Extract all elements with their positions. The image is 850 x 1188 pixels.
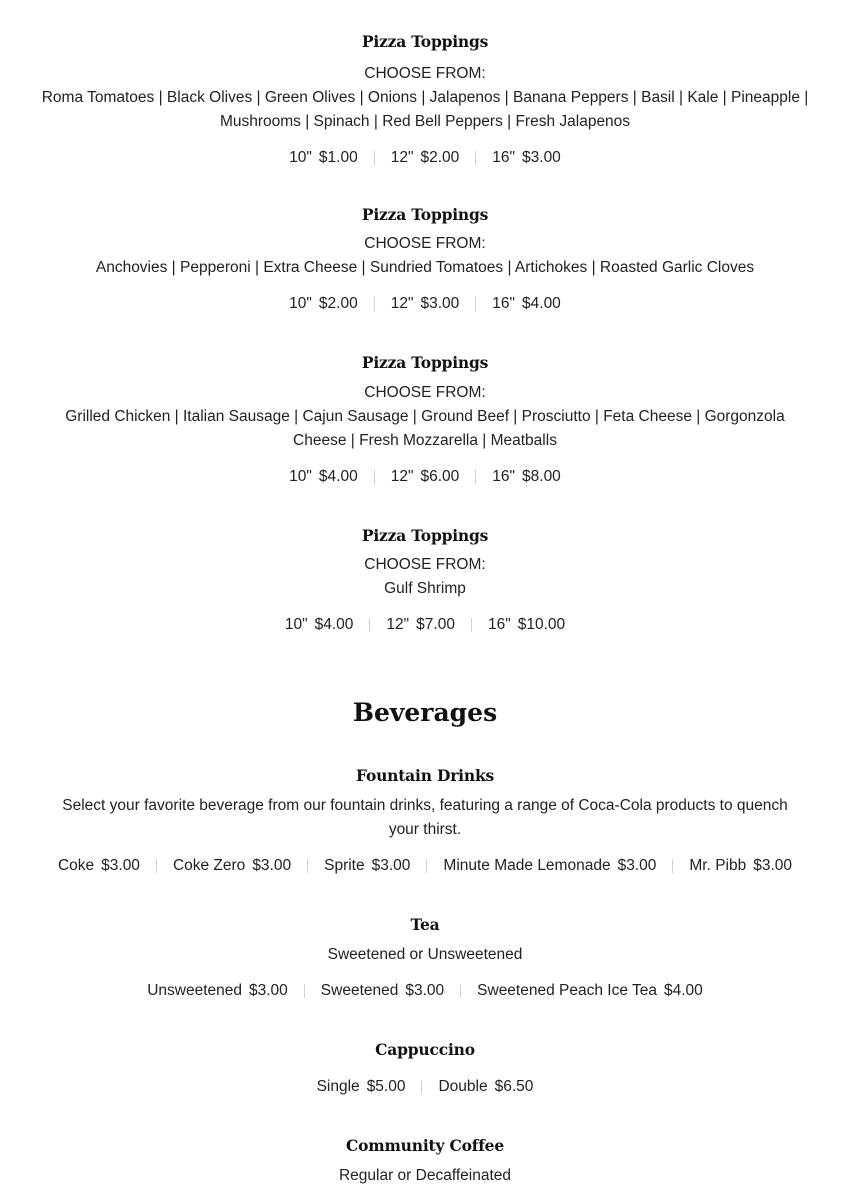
price-option: [308, 854, 426, 878]
size-label: Single: [316, 1078, 360, 1095]
price-value: $3.00: [405, 982, 445, 999]
item-description-line: Regular or Decaffeinated: [338, 1167, 512, 1184]
size-label: Mr. Pibb: [689, 857, 747, 874]
price-option: [301, 1075, 422, 1099]
menu-item-pizza-toppings-1: [0, 32, 850, 170]
item-title: Fountain Drinks: [355, 766, 495, 785]
price-row: [0, 292, 850, 316]
size-label: 16": [487, 616, 511, 633]
price-value: $6.00: [420, 468, 460, 485]
price-value: $8.00: [522, 468, 561, 485]
choose-from-label: CHOOSE FROM:: [364, 556, 486, 573]
price-value: $5.00: [366, 1078, 406, 1095]
price-option: [42, 854, 156, 878]
price-option: [476, 292, 577, 316]
item-description-line: Select your favorite beverage from our fountain drinks, featuring a range of Coca-Cola products to quench: [62, 797, 788, 814]
size-label: Double: [438, 1078, 488, 1095]
price-value: $3.00: [101, 857, 140, 874]
price-row: [0, 854, 850, 878]
item-title: Pizza Toppings: [361, 205, 489, 224]
menu-item-tea: [0, 915, 850, 1003]
price-value: $3.00: [249, 982, 288, 999]
size-label: Sweetened Peach Ice Tea: [477, 982, 657, 999]
size-label: 12": [390, 468, 414, 485]
size-label: 12": [390, 295, 414, 312]
item-title: Cappuccino: [375, 1040, 475, 1059]
price-value: $3.00: [753, 857, 793, 874]
price-value: $2.00: [420, 149, 460, 166]
section-title-beverages: Beverages: [352, 698, 498, 727]
price-option: [461, 979, 719, 1003]
price-option: [269, 613, 370, 637]
size-label: Unsweetened: [147, 982, 242, 999]
menu-item-pizza-toppings-3: [0, 353, 850, 489]
price-option: [476, 465, 577, 489]
size-label: Coke Zero: [172, 857, 246, 874]
item-description-line: Roma Tomatoes | Black Olives | Green Olives | Onions | Jalapenos | Banana Peppers | Basil | Kale | Pineapple |: [41, 89, 809, 106]
price-row: [0, 465, 850, 489]
size-label: 10": [284, 616, 308, 633]
price-value: $1.00: [318, 149, 358, 166]
choose-from-label: CHOOSE FROM:: [364, 235, 486, 252]
item-description-line: Sweetened or Unsweetened: [327, 946, 523, 963]
size-label: 10": [289, 149, 312, 166]
price-option: [131, 979, 304, 1003]
price-option: [427, 854, 672, 878]
price-row: [0, 979, 850, 1003]
price-option: [273, 146, 374, 170]
price-value: $3.00: [371, 857, 411, 874]
price-option: [305, 979, 460, 1003]
price-value: $3.00: [522, 149, 561, 166]
item-description-line: Cheese | Fresh Mozzarella | Meatballs: [293, 432, 557, 449]
price-option: [370, 613, 471, 637]
item-title: Pizza Toppings: [361, 32, 489, 51]
price-option: [476, 146, 577, 170]
size-label: 10": [289, 468, 312, 485]
item-title: Pizza Toppings: [361, 353, 489, 372]
item-description-line: Anchovies | Pepperoni | Extra Cheese | Sundried Tomatoes | Artichokes | Roasted Garlic Cloves: [95, 259, 755, 276]
item-title: Tea: [410, 915, 440, 934]
menu-item-pizza-toppings-2: [0, 205, 850, 316]
price-row: [0, 613, 850, 637]
price-option: [375, 146, 476, 170]
item-description-line: your thirst.: [388, 821, 462, 838]
menu-item-cappuccino: [0, 1040, 850, 1099]
price-option: [422, 1075, 549, 1099]
price-value: $2.00: [318, 295, 358, 312]
price-option: [375, 465, 476, 489]
choose-from-label: CHOOSE FROM:: [364, 65, 486, 82]
menu-item-fountain-drinks: [0, 766, 850, 878]
size-label: Coke: [57, 857, 95, 874]
item-description-line: Mushrooms | Spinach | Red Bell Peppers | Fresh Jalapenos: [219, 113, 631, 130]
size-label: 16": [492, 149, 516, 166]
price-value: $10.00: [517, 616, 566, 633]
choose-from-label: CHOOSE FROM:: [364, 384, 486, 401]
price-value: $7.00: [416, 616, 455, 633]
size-label: 16": [492, 295, 516, 312]
size-label: Minute Made Lemonade: [443, 857, 611, 874]
item-title: Community Coffee: [346, 1136, 504, 1155]
price-row: [0, 146, 850, 170]
price-row: [0, 1075, 850, 1099]
item-description-line: Gulf Shrimp: [384, 580, 466, 597]
price-option: [157, 854, 307, 878]
price-value: $3.00: [420, 295, 460, 312]
price-option: [472, 613, 581, 637]
size-label: 12": [390, 149, 414, 166]
price-value: $6.50: [494, 1078, 534, 1095]
price-value: $4.00: [522, 295, 561, 312]
size-label: 16": [492, 468, 516, 485]
size-label: Sprite: [324, 857, 365, 874]
size-label: Sweetened: [320, 982, 399, 999]
price-value: $3.00: [252, 857, 292, 874]
price-value: $4.00: [318, 468, 358, 485]
size-label: 12": [386, 616, 410, 633]
item-description-line: Grilled Chicken | Italian Sausage | Cajun Sausage | Ground Beef | Prosciutto | Feta Cheese | Gorgonzola: [65, 408, 785, 425]
price-value: $3.00: [617, 857, 657, 874]
price-option: [673, 854, 808, 878]
menu-item-pizza-toppings-4: [0, 526, 850, 637]
price-value: $4.00: [314, 616, 354, 633]
menu-item-community-coffee: [0, 1136, 850, 1188]
price-value: $4.00: [663, 982, 703, 999]
price-option: [273, 292, 374, 316]
price-option: [375, 292, 476, 316]
item-title: Pizza Toppings: [361, 526, 489, 545]
size-label: 10": [289, 295, 312, 312]
price-option: [273, 465, 374, 489]
